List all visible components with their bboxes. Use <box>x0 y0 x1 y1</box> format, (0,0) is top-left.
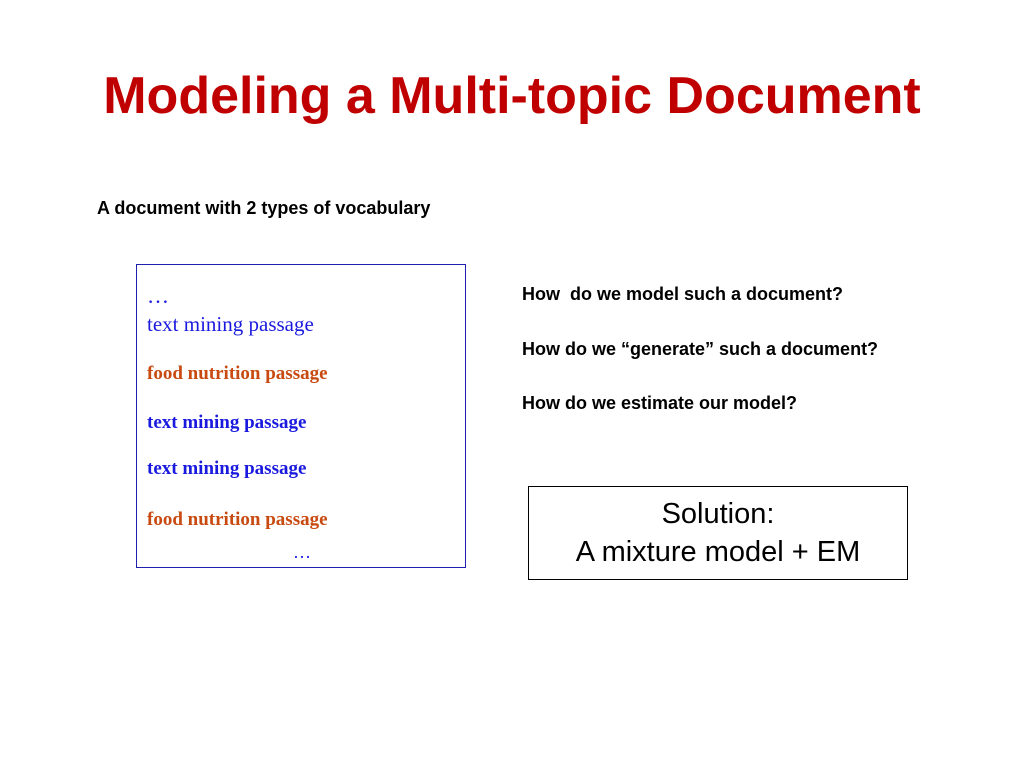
text-mining-passage: text mining passage <box>147 458 307 479</box>
slide-title: Modeling a Multi-topic Document <box>103 67 921 125</box>
ellipsis-top: … <box>147 283 169 308</box>
subtitle: A document with 2 types of vocabulary <box>97 198 431 218</box>
text-mining-passage: text mining passage <box>147 412 307 433</box>
text-mining-passage: text mining passage <box>147 312 314 336</box>
question-estimate: How do we estimate our model? <box>522 393 798 413</box>
solution-box <box>528 486 908 580</box>
food-nutrition-passage: food nutrition passage <box>147 363 328 384</box>
solution-text: A mixture model + EM <box>575 536 861 568</box>
food-nutrition-passage: food nutrition passage <box>147 509 328 530</box>
solution-heading: Solution: <box>661 498 775 530</box>
ellipsis-bottom: … <box>293 542 311 562</box>
document-box <box>136 264 466 568</box>
question-model: How do we model such a document? <box>522 284 844 304</box>
question-generate: How do we “generate” such a document? <box>522 339 879 359</box>
